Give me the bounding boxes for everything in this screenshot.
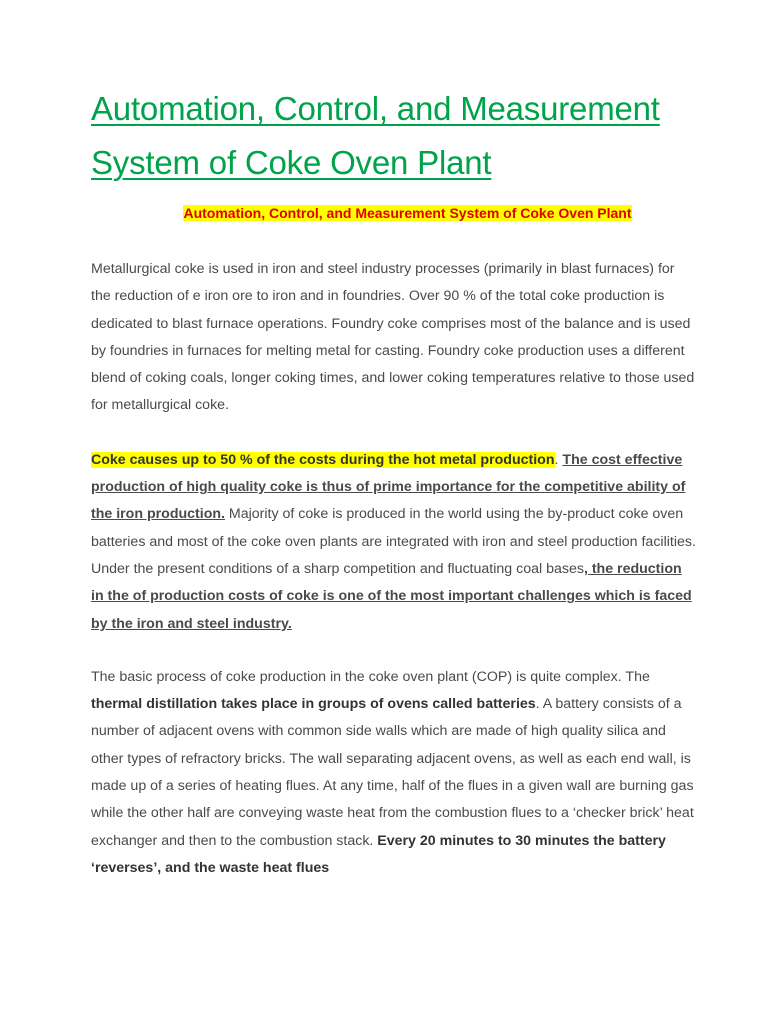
paragraph-text: . A battery consists of a number of adjacent ovens with common side walls which are made of high quality silica and other types of refractory bricks. The wall separating adjacent ovens, as well as each end wall, is made up of a series of heating flues. At any time, half of the flues in a given wall are burning gas while the other half are conveying waste heat from the combustion flues to a ‘checker brick’ heat exchanger and then to the combustion stack. <box>91 696 694 849</box>
paragraph-text: Majority of coke is produced in the world using the by-product coke oven batteries and most of the coke oven plants are integrated with iron and steel production facilities. Under the present conditions of a sharp competition and fluctuating coal bases <box>91 506 696 577</box>
paragraph-metallurgical-coke: Metallurgical coke is used in iron and steel industry processes (primarily in blast furnaces) for the reduction of e iron ore to iron and in foundries. Over 90 % of the total coke production is dedicated to blast furnace operations. Foundry coke comprises most of the balance and is used by foundries in furnaces for melting metal for casting. Foundry coke production uses a different blend of coking coals, longer coking times, and lower coking temperatures relative to those used for metallurgical coke. <box>91 261 695 414</box>
subtitle-container <box>91 204 724 223</box>
document-title: Automation, Control, and Measurement System of Coke Oven Plant <box>91 90 660 181</box>
paragraph-text: The basic process of coke production in the coke oven plant (COP) is quite complex. The <box>91 668 650 685</box>
bold-underlined-text: The cost effective production of high quality coke is thus of prime importance for the competitive ability of the iron production. <box>91 451 686 523</box>
document-subtitle: Automation, Control, and Measurement System of Coke Oven Plant <box>183 205 632 221</box>
bold-underlined-text: , the reduction in the of production costs of coke is one of the most important challenges which is faced by the iron and steel industry. <box>91 560 692 632</box>
highlighted-text: Coke causes up to 50 % of the costs during the hot metal production <box>91 451 555 468</box>
paragraph-text: . <box>554 451 563 468</box>
bold-text: Every 20 minutes to 30 minutes the battery ‘reverses’, and the waste heat flues <box>91 832 666 876</box>
bold-text: thermal distillation takes place in groups of ovens called batteries <box>91 696 536 713</box>
document-page <box>91 82 701 882</box>
paragraph-coke-costs <box>91 447 696 638</box>
paragraph-coke-process <box>91 664 696 882</box>
